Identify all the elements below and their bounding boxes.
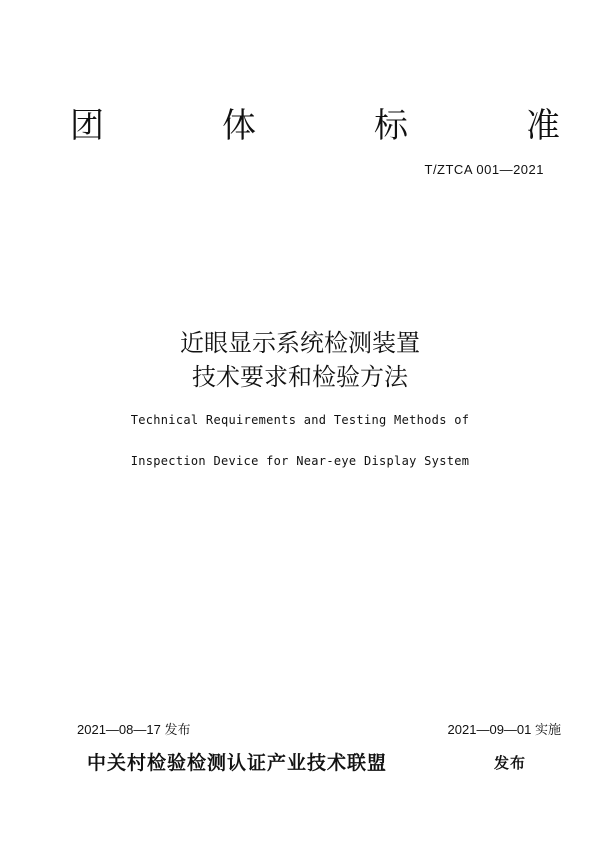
issue-date: 2021—08—17 发布 xyxy=(77,722,191,737)
issuing-organization: 中关村检验检测认证产业技术联盟 xyxy=(87,752,388,774)
chinese-title xyxy=(0,326,600,394)
chinese-title-line-2: 技术要求和检验方法 xyxy=(192,363,408,391)
issued-by-label: 发布 xyxy=(494,754,527,772)
chinese-title-line-1: 近眼显示系统检测装置 xyxy=(180,329,420,357)
english-title-line-2: Inspection Device for Near-eye Display System xyxy=(130,454,470,468)
standard-type-char: 体 xyxy=(222,106,256,146)
standard-type-char: 准 xyxy=(526,106,560,146)
implementation-date: 2021—09—01 实施 xyxy=(447,722,561,737)
standard-type-char: 标 xyxy=(374,106,408,146)
english-title-line-1: Technical Requirements and Testing Methods of xyxy=(130,413,470,427)
standard-number: T/ZTCA 001—2021 xyxy=(424,162,544,177)
standard-type-char: 团 xyxy=(70,106,104,146)
standard-type-heading xyxy=(70,104,560,148)
